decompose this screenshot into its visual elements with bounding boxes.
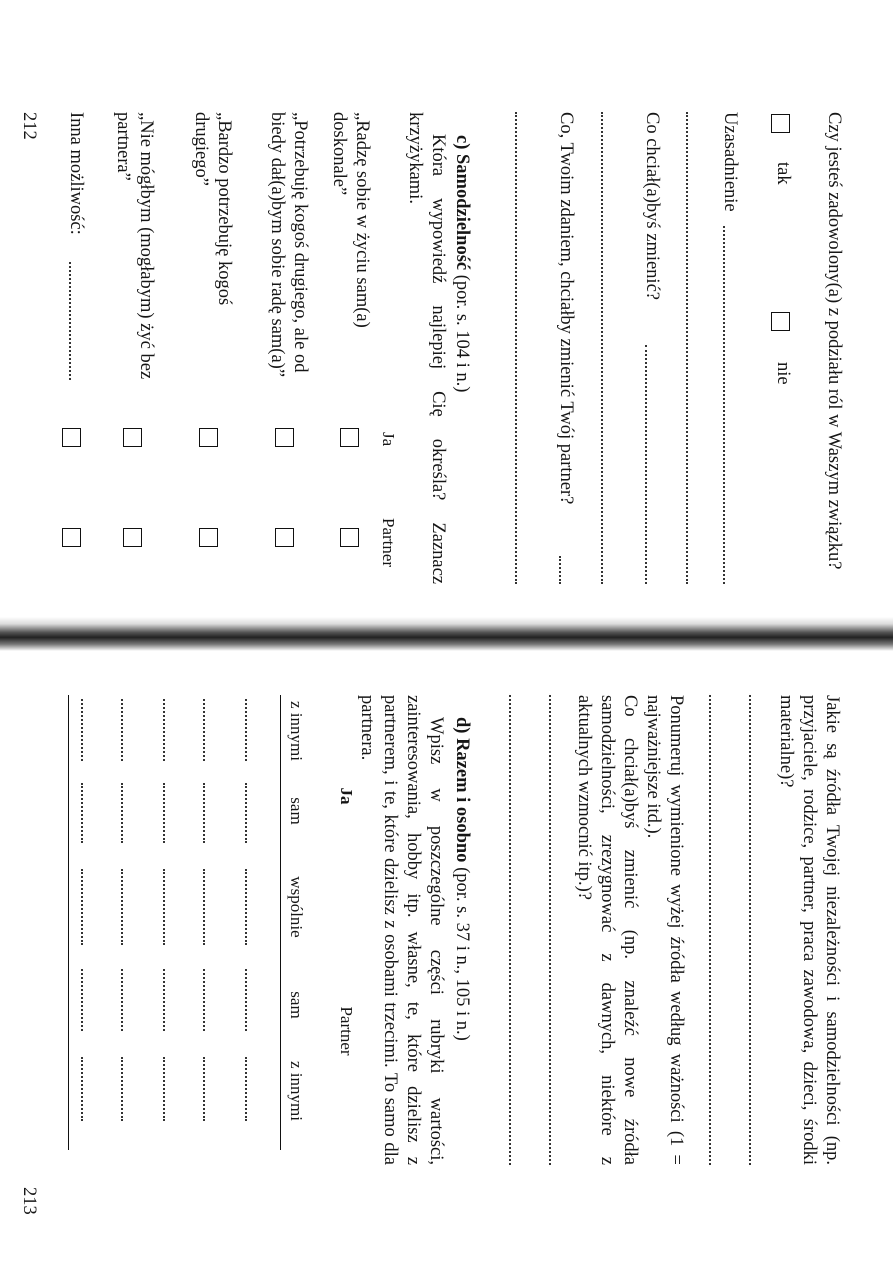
checkbox-s1-me[interactable] xyxy=(340,428,359,447)
statement-3: „Bardzo potrzebuję kogoś drugiego” xyxy=(191,112,234,306)
cell[interactable] xyxy=(245,969,247,1031)
cell[interactable] xyxy=(163,699,165,761)
cell[interactable] xyxy=(163,783,165,843)
cell[interactable] xyxy=(245,783,247,843)
page-number-right: 213 xyxy=(19,1187,39,1215)
question-change-self: Co chciał(a)byś zmienić? xyxy=(642,112,662,300)
answer-line[interactable] xyxy=(686,112,688,584)
section-c-intro: Która wypowiedź najlepiej Cię określa? Zaznacz krzyżykami. xyxy=(405,112,448,584)
statement-1: „Radzę sobie w życiu sam(a) doskonale” xyxy=(329,112,372,328)
group-partner-header: Partner xyxy=(337,1006,356,1056)
col-header: z innymi xyxy=(287,701,306,761)
cell[interactable] xyxy=(203,783,205,843)
cell[interactable] xyxy=(121,869,123,945)
cell[interactable] xyxy=(203,869,205,945)
col-partner-header: Partner xyxy=(379,518,398,568)
col-header: wspólnie xyxy=(287,876,306,938)
page-213 xyxy=(0,651,893,1263)
cell[interactable] xyxy=(81,869,83,945)
section-c-ref: (por. s. 104 i n.) xyxy=(452,274,472,393)
section-c-title: c) Samodzielność xyxy=(452,135,472,271)
col-header: z innymi xyxy=(287,1061,306,1121)
section-d-text: Wpisz w poszczególne części rubryki wartości, zainteresowania, hobby itp. własne, te, które dzielisz z partnerem, i te, które dzielisz z osobami trzecimi. To samo dla partnera. xyxy=(357,695,446,1165)
justification-line[interactable] xyxy=(723,226,725,584)
other-option-label: Inna możliwość: xyxy=(66,112,86,235)
checkbox-s1-partner[interactable] xyxy=(340,528,359,547)
page-212 xyxy=(0,0,893,617)
cell[interactable] xyxy=(245,699,247,761)
cell[interactable] xyxy=(245,1057,247,1121)
answer-line[interactable] xyxy=(515,112,517,584)
label-no: nie xyxy=(773,362,793,385)
section-d-title: d) Razem i osobno xyxy=(452,717,472,863)
question-sources: Jakie są źródła Twojej niezależności i samodzielności (np. przyjaciele, rodzice, partner, praca zawodowa, dzieci, środki materialne)? xyxy=(776,695,842,1165)
page-number-left: 212 xyxy=(19,112,39,140)
cell[interactable] xyxy=(121,699,123,761)
book-gutter xyxy=(0,617,893,651)
section-d-heading xyxy=(450,717,473,1041)
checkbox-s4-partner[interactable] xyxy=(123,528,142,547)
cell[interactable] xyxy=(81,969,83,1031)
answer-line[interactable] xyxy=(549,695,551,1165)
cell[interactable] xyxy=(163,969,165,1031)
numbering-instruction: Ponumeruj wymienione wyżej źródła według ważności (1 = najważniejsze itd.). xyxy=(643,695,686,1165)
cell[interactable] xyxy=(163,1057,165,1121)
checkbox-s3-me[interactable] xyxy=(199,428,218,447)
checkbox-s4-me[interactable] xyxy=(123,428,142,447)
checkbox-yes[interactable] xyxy=(771,114,790,133)
checkbox-s2-me[interactable] xyxy=(275,428,294,447)
checkbox-other-partner[interactable] xyxy=(62,528,81,547)
cell[interactable] xyxy=(203,969,205,1031)
cell[interactable] xyxy=(81,1057,83,1121)
cell[interactable] xyxy=(203,699,205,761)
checkbox-other-me[interactable] xyxy=(62,428,81,447)
cell[interactable] xyxy=(245,869,247,945)
col-me-header: Ja xyxy=(379,432,398,447)
answer-line[interactable] xyxy=(645,345,647,584)
answer-line[interactable] xyxy=(559,556,561,584)
answer-line[interactable] xyxy=(749,695,751,1165)
cell[interactable] xyxy=(163,869,165,945)
cell[interactable] xyxy=(203,1057,205,1121)
cell[interactable] xyxy=(81,783,83,843)
answer-line[interactable] xyxy=(601,112,603,584)
answer-line[interactable] xyxy=(709,695,711,1165)
question-satisfied: Czy jesteś zadowolony(a) z podziału ról w Waszym związku? xyxy=(824,112,844,570)
checkbox-s3-partner[interactable] xyxy=(199,528,218,547)
table-rule xyxy=(280,695,281,1150)
justification-label: Uzasadnienie xyxy=(720,112,740,212)
table-rule xyxy=(68,695,69,1150)
statement-4: „Nie mógłbym (mogłabym) żyć bez partnera” xyxy=(113,112,156,380)
col-header: sam xyxy=(287,991,306,1019)
label-yes: tak xyxy=(773,162,793,185)
checkbox-s2-partner[interactable] xyxy=(275,528,294,547)
cell[interactable] xyxy=(121,1057,123,1121)
section-c-heading xyxy=(450,135,473,392)
section-d-ref: (por. s. 37 i n., 105 i n.) xyxy=(452,867,472,1041)
cell[interactable] xyxy=(81,699,83,761)
col-header: sam xyxy=(287,797,306,825)
checkbox-no[interactable] xyxy=(771,312,790,331)
cell[interactable] xyxy=(121,969,123,1031)
cell[interactable] xyxy=(121,783,123,843)
group-me-header: Ja xyxy=(337,787,356,805)
answer-line[interactable] xyxy=(509,695,511,1165)
question-change: Co chciał(a)byś zmienić (np. znaleźć nowe źródła samodzielności, zrezygnować z dawnych, niektóre z aktualnych wzmocnić itp.)? xyxy=(574,695,640,1165)
other-option-line[interactable] xyxy=(69,262,71,380)
question-change-partner: Co, Twoim zdaniem, chciałby zmienić Twój partner? xyxy=(556,112,576,505)
statement-2: „Potrzebuję kogoś drugiego, ale od biedy dał(a)bym sobie radę sam(a)” xyxy=(267,112,310,378)
